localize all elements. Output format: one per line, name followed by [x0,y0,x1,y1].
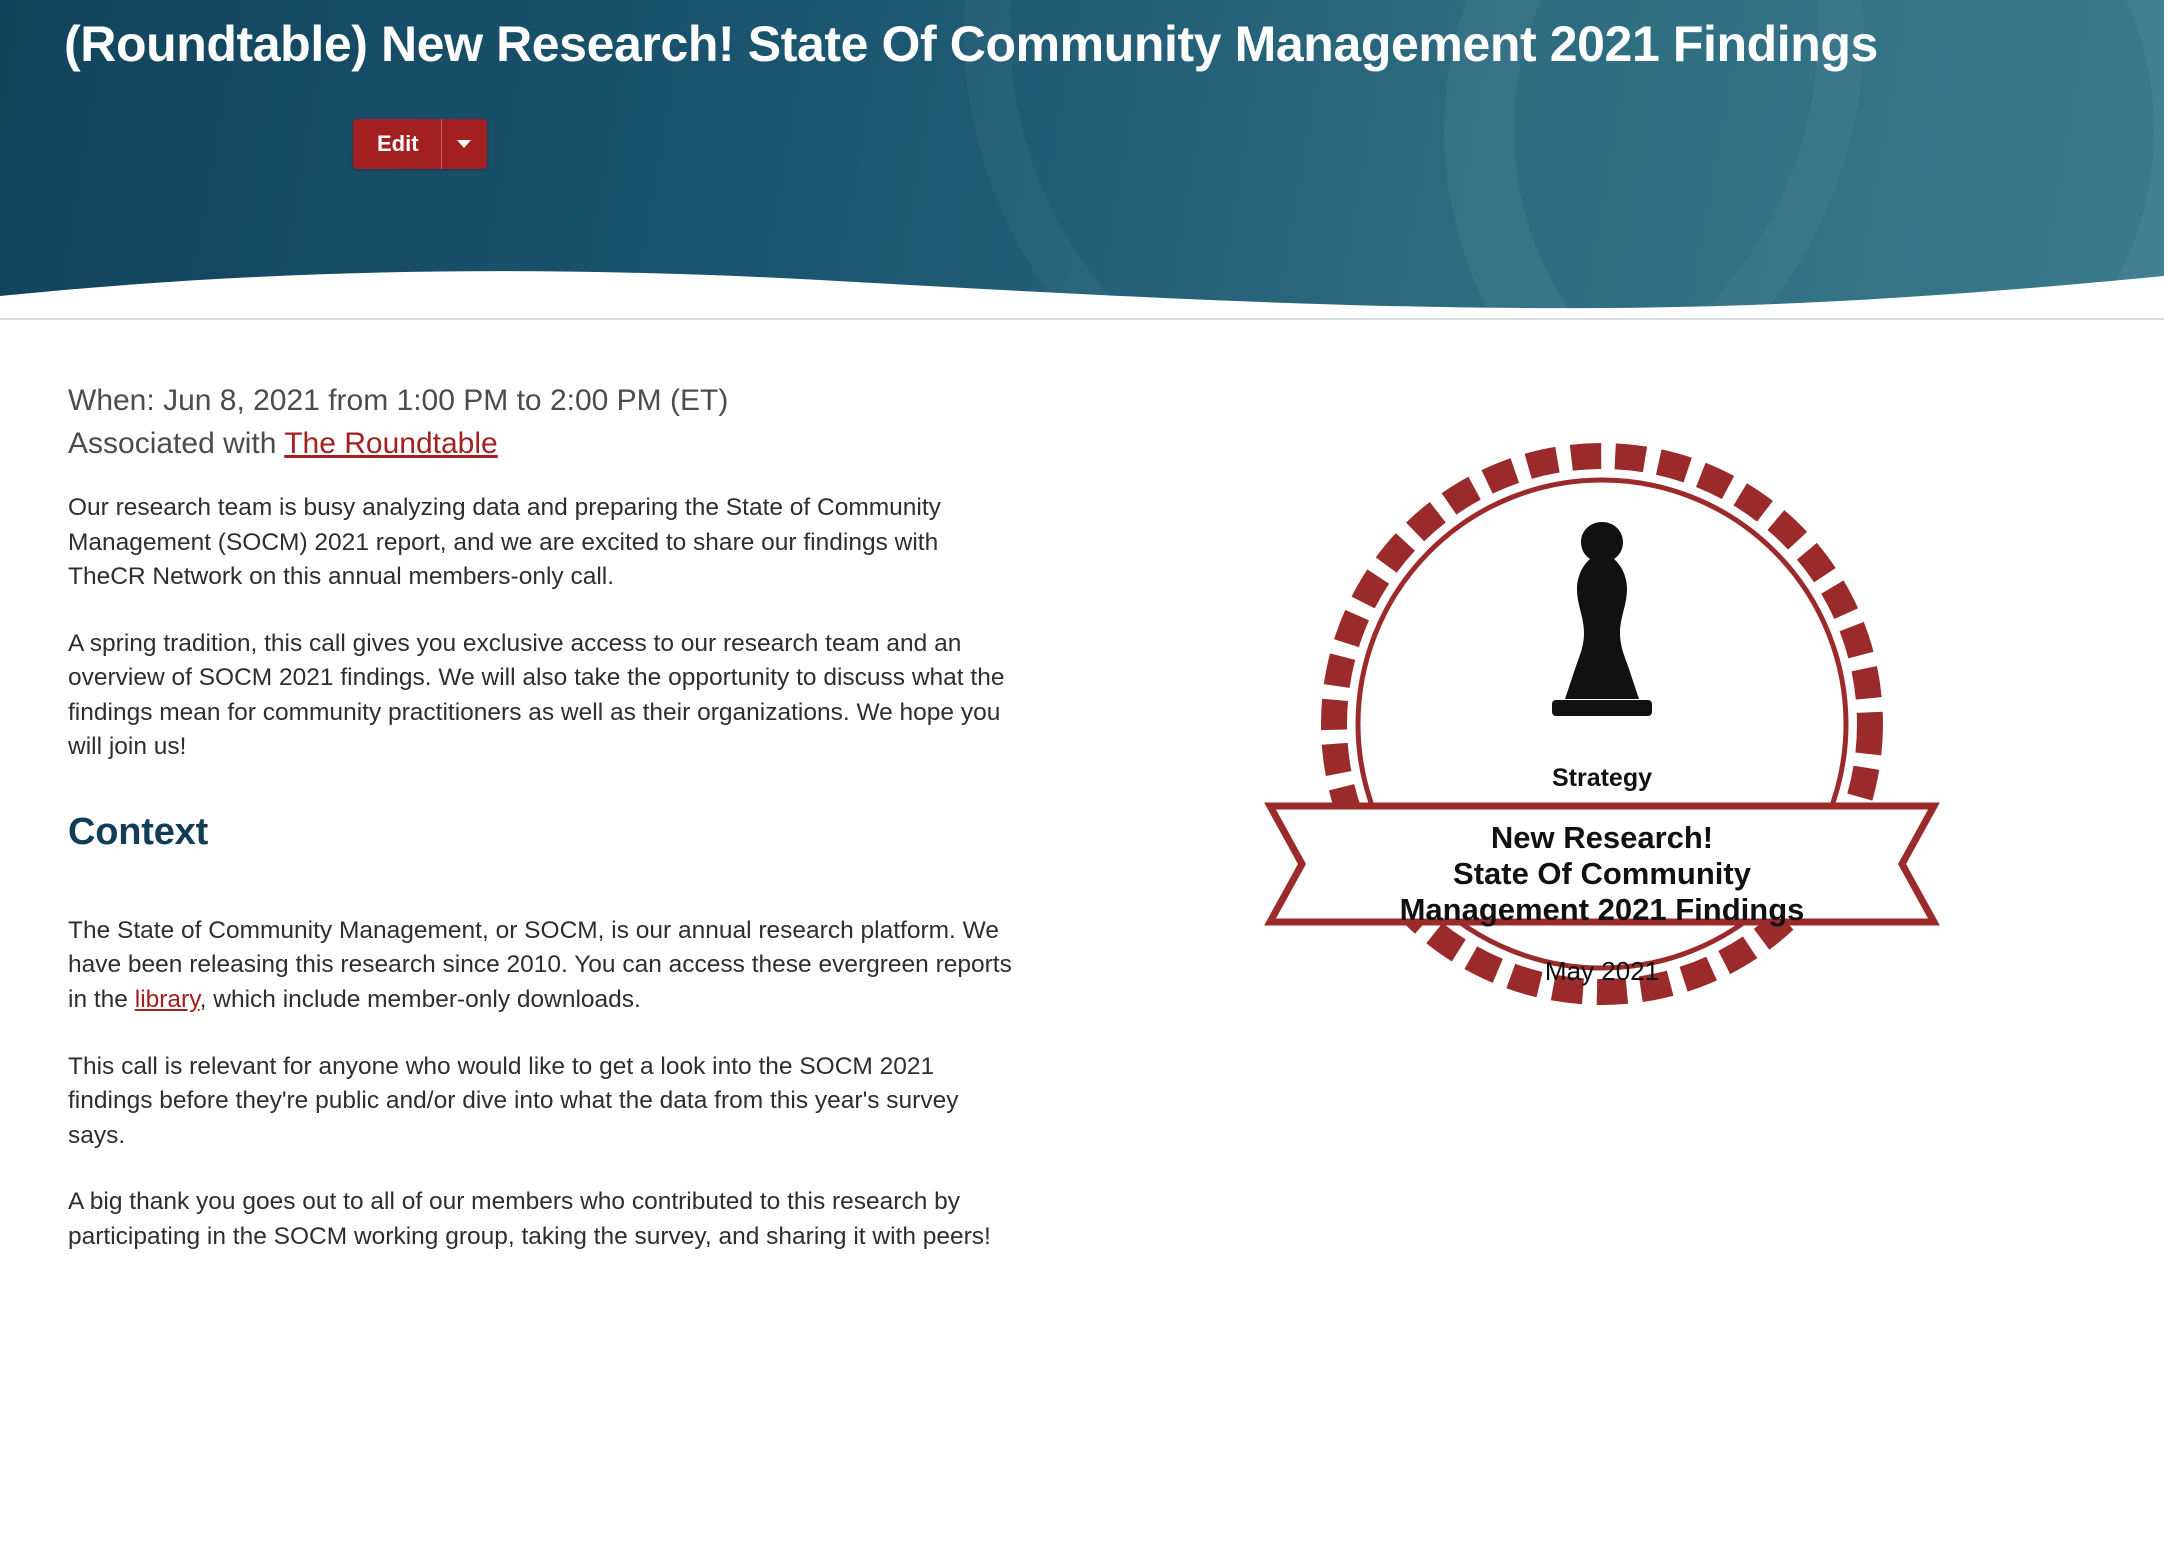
context-paragraph-1-pre: The State of Community Management, or SOCM, is our annual research platform. We have been releasing this research since 2010. You can access these evergreen reports in the [68,916,1012,1013]
library-link[interactable]: library [134,985,200,1013]
context-paragraph-2: This call is relevant for anyone who would like to get a look into the SOCM 2021 findings before they're public and/or dive into what the data from this year's survey says. [68,1052,959,1149]
intro-paragraph-1: Our research team is busy analyzing data and preparing the State of Community Management (SOCM) 2021 report, and we are excited to share our findings with TheCR Network on this annual members-only call. [68,494,941,591]
hero-wave-shape [0,262,2164,318]
badge-title-line-1: New Research! [1490,820,1714,855]
event-when-row [68,380,1020,423]
section-heading-context: Context [68,810,209,853]
badge-title-line-3: Management 2021 Findings [1399,892,1805,927]
badge-seal-svg [1222,414,1982,1054]
intro-paragraph-2: A spring tradition, this call gives you exclusive access to our research team and an overview of SOCM 2021 findings. We will also take the opportunity to discuss what the findings mean for community practitioners as well as their organizations. We hope you will join us! [68,629,1005,761]
event-meta [68,380,1020,465]
page-title: (Roundtable) New Research! State Of Community Management 2021 Findings [64,16,1878,72]
content-column-left [0,380,1060,1286]
badge-category-label: Strategy [1551,764,1653,792]
badge-date-label: May 2021 [1544,956,1660,986]
event-when-value: Jun 8, 2021 from 1:00 PM to 2:00 PM (ET) [163,384,729,417]
content-column-right [1060,380,2164,1286]
chevron-down-icon[interactable] [441,119,487,169]
edit-button[interactable]: Edit [353,119,441,169]
research-badge-graphic [1222,414,1982,1054]
context-paragraph-1 [68,914,1020,1018]
context-paragraph-1-post: , which include member-only downloads. [199,985,641,1013]
event-when-label: When: [68,384,155,417]
page-hero-banner [0,0,2164,318]
page-content [0,320,2164,1286]
badge-title-line-2: State Of Community [1453,856,1751,891]
page-title-wrap [64,14,2104,75]
context-paragraph-3: A big thank you goes out to all of our members who contributed to this research by participating in the SOCM working group, taking the survey, and sharing it with peers! [68,1188,991,1250]
edit-button-group[interactable] [353,113,487,169]
event-associated-label: Associated with [68,426,277,460]
associated-community-link[interactable]: The Roundtable [284,426,498,460]
event-association-row [68,423,1020,466]
